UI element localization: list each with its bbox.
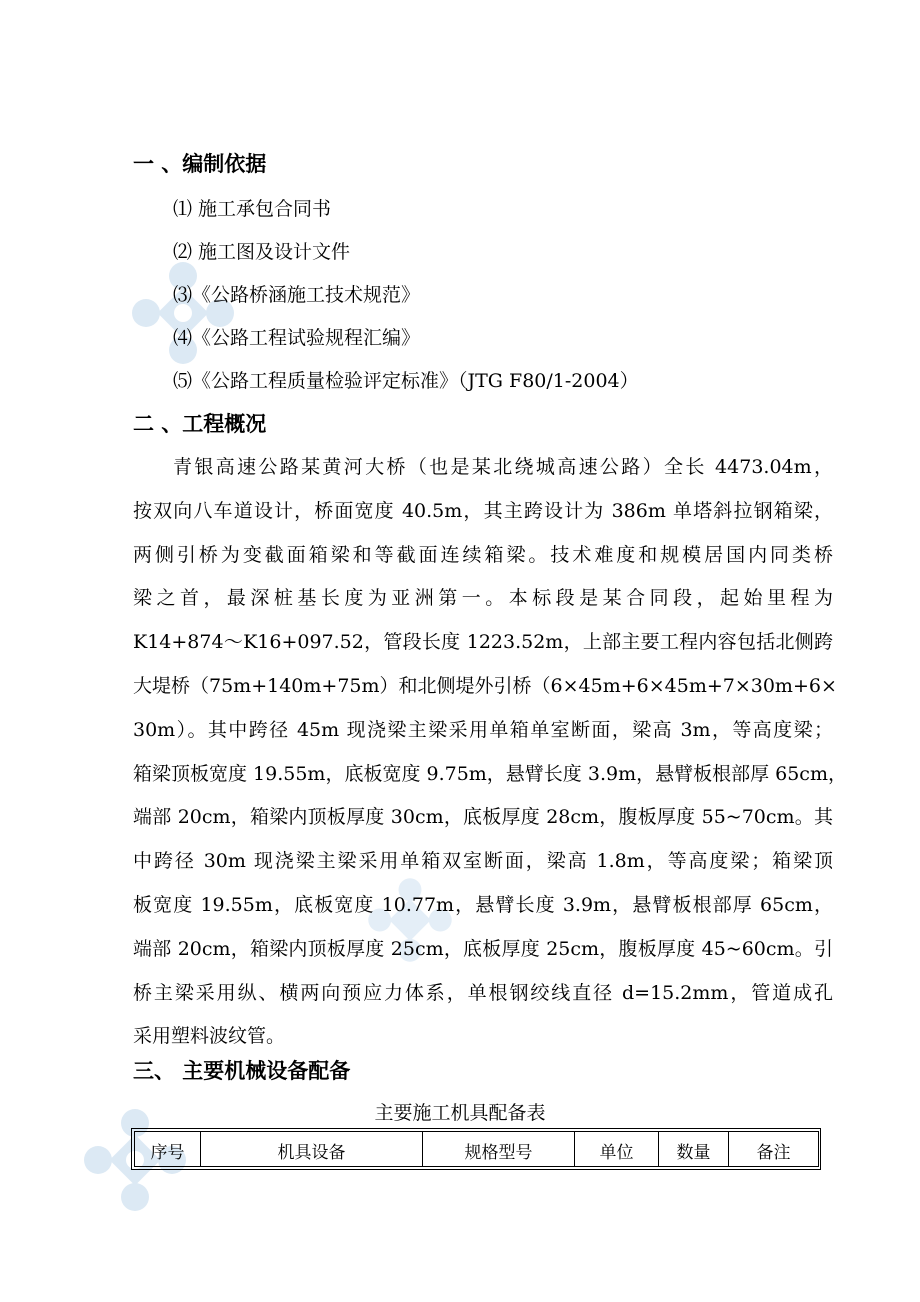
- paragraph-line: 箱梁顶板宽度 19.55m，底板宽度 9.75m，悬臂长度 3.9m，悬臂板根部厚 65cm，: [133, 762, 847, 785]
- table-header-cell: 数量: [659, 1132, 729, 1167]
- section-title-equipment: 三、 主要机械设备配备: [133, 1059, 351, 1083]
- paragraph-line: 板宽度 19.55m，底板宽度 10.77m，悬臂长度 3.9m，悬臂板根部厚 65cm，: [133, 893, 833, 916]
- paragraph-line: 端部 20cm，箱梁内顶板厚度 25cm，底板厚度 25cm，腹板厚度 45~60cm。引: [133, 937, 833, 960]
- basis-item: ⑶《公路桥涵施工技术规范》: [173, 284, 421, 306]
- paragraph-line: 青银高速公路某黄河大桥（也是某北绕城高速公路）全长 4473.04m，: [173, 456, 833, 478]
- paragraph-line: 两侧引桥为变截面箱梁和等截面连续箱梁。技术难度和规模居国内同类桥: [133, 543, 833, 566]
- paragraph-line: 采用塑料波纹管。: [133, 1025, 286, 1048]
- equipment-table: [131, 1128, 821, 1170]
- table-header-cell: 备注: [729, 1132, 819, 1167]
- basis-item: ⑴ 施工承包合同书: [173, 198, 332, 220]
- paragraph-line: 大堤桥（75m+140m+75m）和北侧堤外引桥（6×45m+6×45m+7×30m+6×: [133, 674, 837, 697]
- table-header-row: [135, 1132, 819, 1167]
- section-title-overview: 二 、工程概况: [133, 412, 267, 436]
- table-header-cell: 序号: [135, 1132, 201, 1167]
- basis-item: ⑷《公路工程试验规程汇编》: [173, 327, 421, 349]
- section-title-basis: 一 、编制依据: [133, 152, 267, 176]
- paragraph-line: 按双向八车道设计，桥面宽度 40.5m，其主跨设计为 386m 单塔斜拉钢箱梁，: [133, 499, 833, 522]
- overview-paragraph: [133, 446, 847, 1059]
- basis-item: ⑵ 施工图及设计文件: [173, 241, 351, 263]
- table-header-cell: 单位: [575, 1132, 659, 1167]
- table-header-cell: 规格型号: [423, 1132, 575, 1167]
- paragraph-line: 端部 20cm，箱梁内顶板厚度 30cm，底板厚度 28cm，腹板厚度 55~70cm。其: [133, 806, 833, 829]
- table-header-cell: 机具设备: [201, 1132, 423, 1167]
- watermark-flower-icon: [128, 258, 238, 368]
- paragraph-line: 30m）。其中跨径 45m 现浇梁主梁采用单箱单室断面，梁高 3m，等高度梁；: [133, 718, 833, 741]
- paragraph-line: 中跨径 30m 现浇梁主梁采用单箱双室断面，梁高 1.8m，等高度梁；箱梁顶: [133, 850, 833, 873]
- basis-item: ⑸《公路工程质量检验评定标准》（JTG F80/1-2004）: [173, 370, 639, 392]
- paragraph-line: 桥主梁采用纵、横两向预应力体系，单根钢绞线直径 d=15.2mm，管道成孔: [133, 981, 833, 1004]
- paragraph-line: K14+874～K16+097.52，管段长度 1223.52m，上部主要工程内容包括北侧跨: [133, 631, 833, 654]
- table-title: 主要施工机具配备表: [374, 1102, 546, 1124]
- paragraph-line: 梁之首，最深桩基长度为亚洲第一。本标段是某合同段，起始里程为: [133, 587, 833, 610]
